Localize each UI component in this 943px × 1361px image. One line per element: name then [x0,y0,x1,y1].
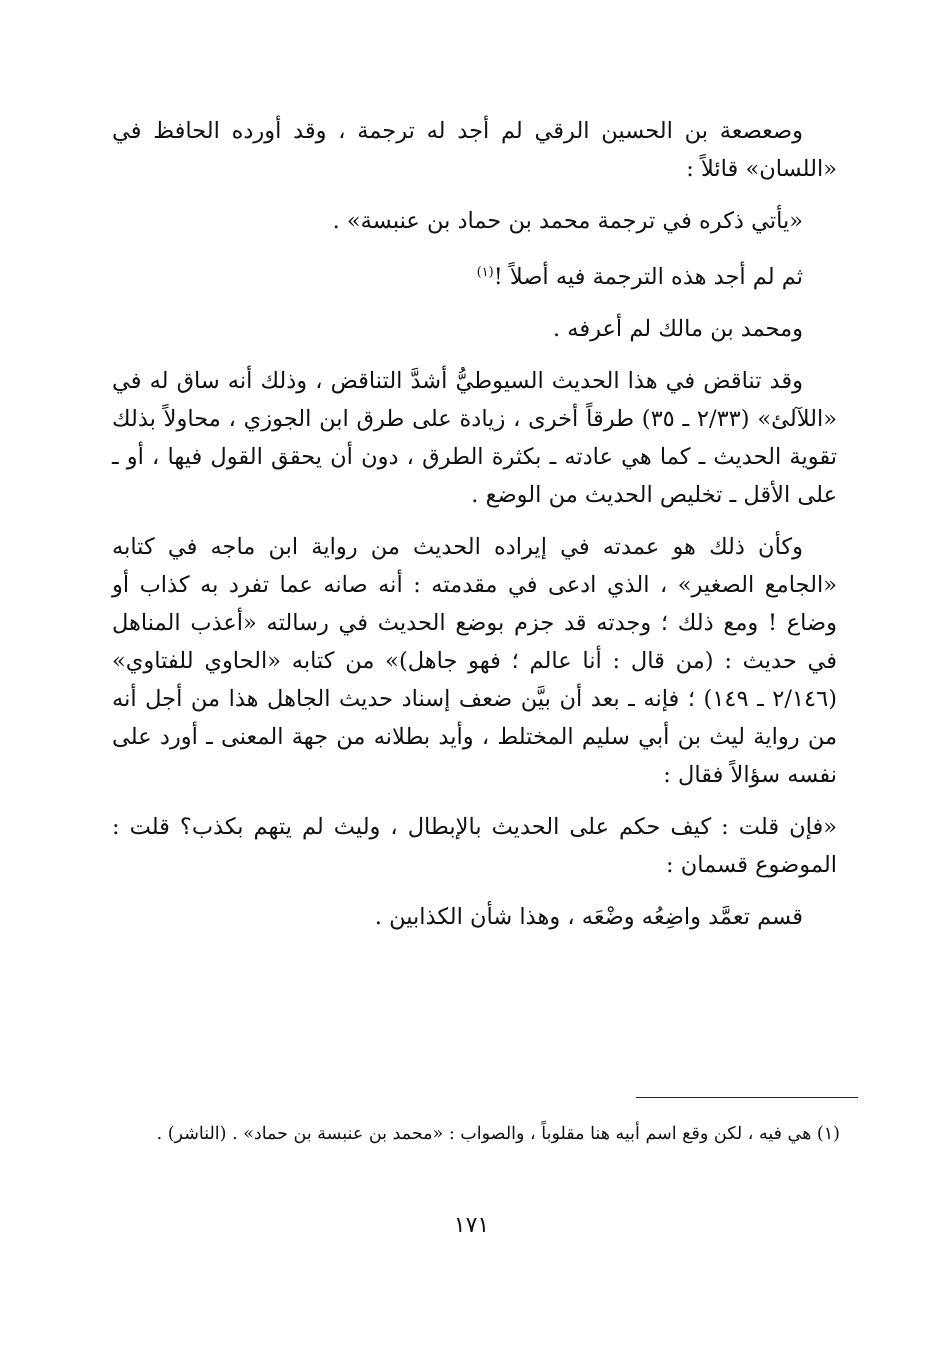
paragraph: وكأن ذلك هو عمدته في إيراده الحديث من رواية ابن ماجه في كتابه «الجامع الصغير» ، الذي ادعى في مقدمته : أنه صانه عما تفرد به كذاب أو وضاع ! ومع ذلك ؛ وجدته قد جزم بوضع الحديث في رسالته «أعذب المناهل في حديث : (من قال : أنا عالم ؛ فهو جاهل)» من كتابه «الحاوي للفتاوي» (٢/١٤٦ ـ ١٤٩) ؛ فإنه ـ بعد أن بيَّن ضعف إسناد حديث الجاهل هذا من أجل أنه من رواية ليث بن أبي سليم المختلط ، وأيد بطلانه من جهة المعنى ـ أورد على نفسه سؤالاً فقال : [112,534,837,788]
page-number: ١٧١ [453,1213,490,1238]
quote-line [112,254,837,296]
paragraph: «فإن قلت : كيف حكم على الحديث بالإبطال ، وليث لم يتهم بكذب؟ قلت : الموضوع قسمان : [112,814,837,878]
main-text [112,112,837,936]
footnote-separator [636,1097,858,1098]
paragraph: وقد تناقض في هذا الحديث السيوطيُّ أشدَّ التناقض ، وذلك أنه ساق له في «اللآلئ» (٢/٣٣ ـ ٣٥) طرقاً أخرى ، زيادة على طرق ابن الجوزي ، محاولاً بذلك تقوية الحديث ـ كما هي عادته ـ بكثرة الطرق ، دون أن يحقق القول فيها ، أو ـ على الأقل ـ تخليص الحديث من الوضع . [112,368,837,508]
quote-line: قسم تعمَّد واضِعُه وضْعَه ، وهذا شأن الكذابين . [374,904,803,930]
quote-line: «يأتي ذكره في ترجمة محمد بن حماد بن عنبسة» . [332,208,803,234]
footnote [120,1118,840,1151]
quote-line: ومحمد بن مالك لم أعرفه . [552,316,803,342]
quote-line-text: ثم لم أجد هذه الترجمة فيه أصلاً ! [493,264,803,290]
footnote-text: (١) هي فيه ، لكن وقع اسم أبيه هنا مقلوباً ، والصواب : «محمد بن عنبسة بن حماد» . (الناشر) . [156,1124,840,1144]
paragraph: وصعصعة بن الحسين الرقي لم أجد له ترجمة ، وقد أورده الحافظ في «اللسان» قائلاً : [112,118,837,182]
footnote-reference: (١) [476,265,494,280]
